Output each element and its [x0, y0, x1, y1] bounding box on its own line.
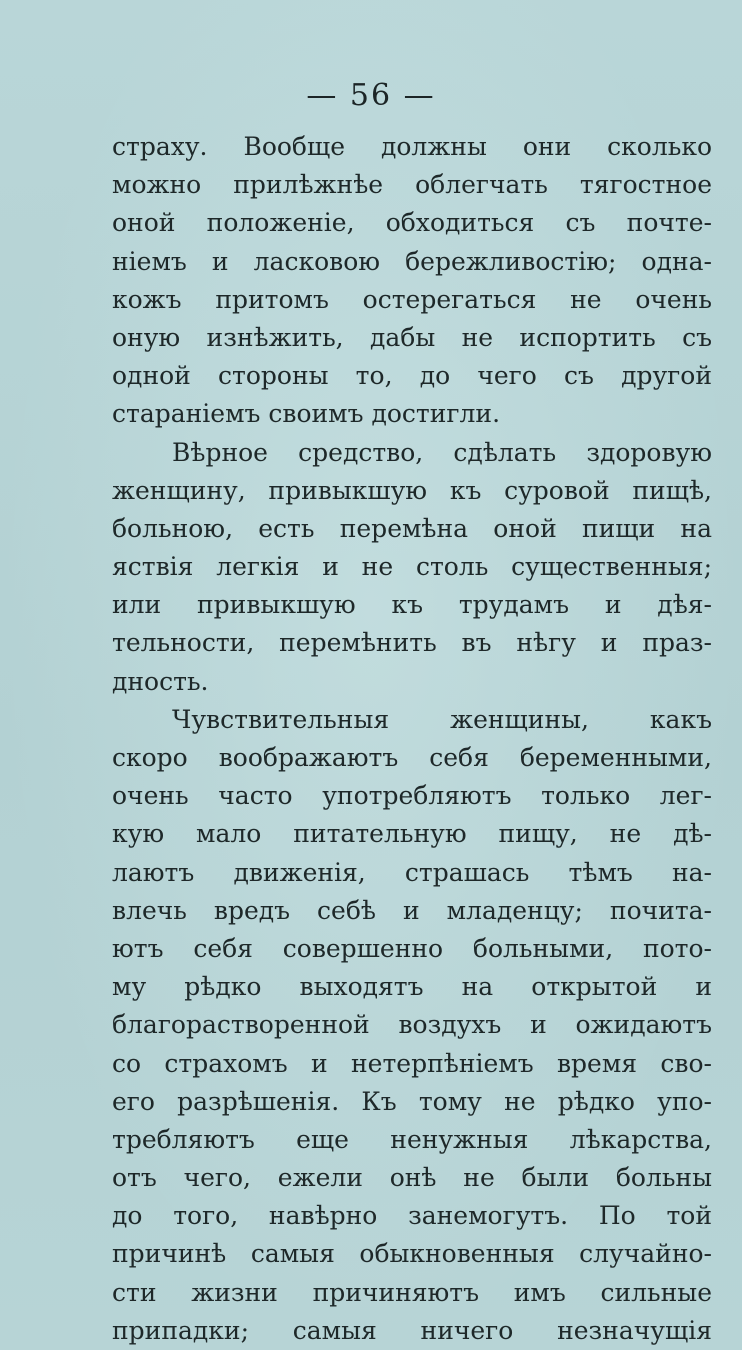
text-line: можно прилѣжнѣе облегчать тягостное — [112, 170, 712, 200]
paragraph-3 — [112, 701, 712, 1350]
text-line: одной стороны то, до чего съ другой — [112, 361, 712, 391]
text-line: до того, навѣрно занемогутъ. По той — [112, 1201, 712, 1231]
text-line: благорастворенной воздухъ и ожидаютъ — [112, 1010, 712, 1040]
text-line: тельности, перемѣнить въ нѣгу и праз- — [112, 628, 712, 658]
text-line: кожъ притомъ остерегаться не очень — [112, 284, 712, 314]
text-line: страху. Вообще должны они сколько — [112, 132, 712, 161]
text-line: дность. — [112, 666, 209, 696]
paragraph-2 — [112, 434, 712, 701]
body-text — [112, 128, 712, 1350]
text-line: влечь вредъ себѣ и младенцу; почита- — [112, 895, 712, 925]
text-line: ютъ себя совершенно больными, пото- — [112, 933, 712, 963]
text-line: Вѣрное средство, сдѣлать здоровую — [172, 437, 712, 467]
text-line: или привыкшую къ трудамъ и дѣя- — [112, 590, 712, 620]
text-line: очень часто употребляютъ только лег- — [112, 781, 712, 811]
text-line: яствія легкія и не столь существенныя; — [112, 552, 712, 582]
text-line: отъ чего, ежели онѣ не были больны — [112, 1163, 712, 1193]
text-line: кую мало питательную пищу, не дѣ- — [112, 819, 712, 849]
text-line: больною, есть перемѣна оной пищи на — [112, 513, 712, 543]
text-line: припадки; самыя ничего незначущія — [112, 1315, 712, 1345]
text-line: му рѣдко выходятъ на открытой и — [112, 972, 712, 1002]
text-line: стараніемъ своимъ достигли. — [112, 399, 501, 429]
paragraph-1 — [112, 128, 712, 434]
text-line: ніемъ и ласковою бережливостію; одна- — [112, 246, 712, 276]
text-line: сти жизни причиняютъ имъ сильные — [112, 1277, 712, 1307]
text-line: требляютъ еще ненужныя лѣкарства, — [112, 1124, 712, 1154]
text-line: со страхомъ и нетерпѣніемъ время сво- — [112, 1048, 712, 1078]
text-line: оной положеніе, обходиться съ почте- — [112, 208, 712, 238]
text-line: Чувствительныя женщины, какъ — [172, 704, 712, 734]
text-line: его разрѣшенія. Къ тому не рѣдко упо- — [112, 1086, 712, 1116]
text-line: оную изнѣжить, дабы не испортить съ — [112, 322, 712, 352]
page-number: — 56 — — [306, 78, 436, 113]
text-line: скоро воображаютъ себя беременными, — [112, 743, 712, 772]
text-line: причинѣ самыя обыкновенныя случайно- — [112, 1239, 712, 1269]
text-line: лаютъ движенія, страшась тѣмъ на- — [112, 857, 712, 887]
text-line: женщину, привыкшую къ суровой пищѣ, — [112, 475, 712, 505]
